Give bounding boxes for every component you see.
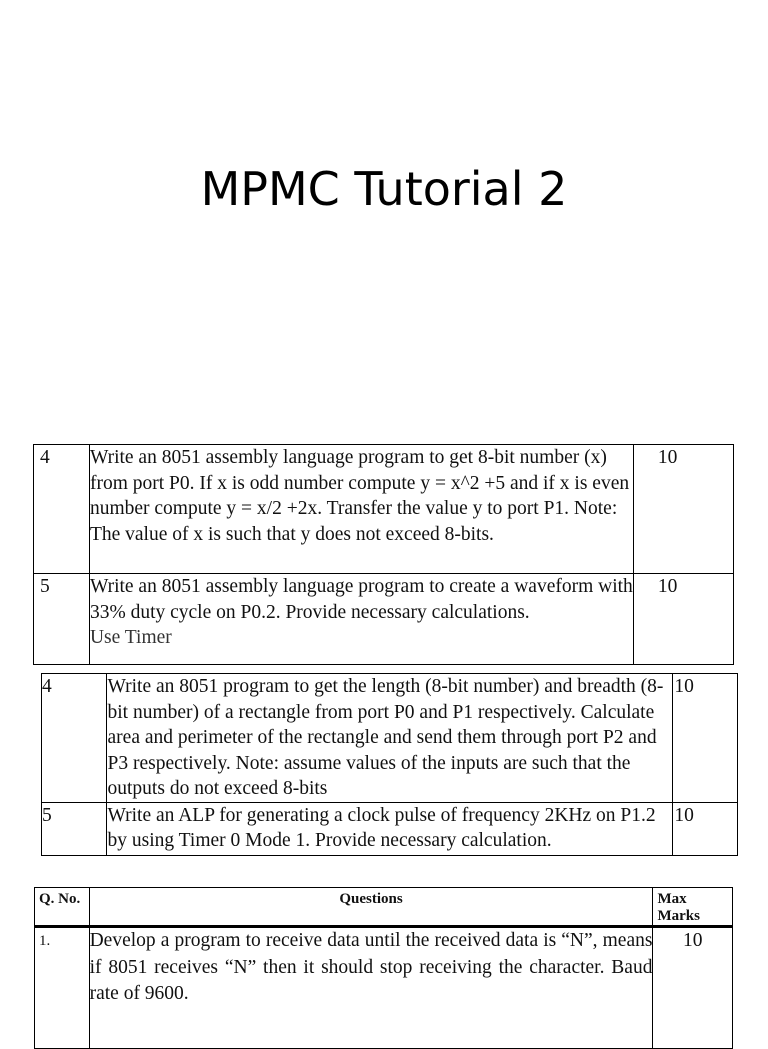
- question-table-a: [33, 444, 734, 665]
- header-questions: Questions: [89, 888, 653, 927]
- question-marks: 10: [633, 445, 733, 574]
- question-marks: 10: [673, 674, 738, 803]
- question-number: 4: [34, 445, 90, 574]
- question-marks: 10: [633, 574, 733, 665]
- question-number: 4: [42, 674, 107, 803]
- question-text: Develop a program to receive data until the received data is “N”, means if 8051 receives “N” then it should stop receiving the character. Baud rate of 9600.: [89, 927, 653, 1049]
- table-row: [42, 674, 738, 803]
- question-number: 1.: [35, 927, 90, 1049]
- question-marks: 10: [653, 927, 733, 1049]
- question-text: Write an ALP for generating a clock pulse of frequency 2KHz on P1.2 by using Timer 0 Mode 1. Provide necessary calculation.: [106, 802, 673, 855]
- question-text: Write an 8051 assembly language program to create a waveform with 33% duty cycle on P0.2. Provide necessary calculations.: [89, 576, 633, 623]
- question-text: Write an 8051 program to get the length (8-bit number) and breadth (8-bit number) of a rectangle from port P0 and P1 respectively. Calculate area and perimeter of the rectangle and send them through port P2 and P3 respectively. Note: assume values of the inputs are such that the outputs do not exceed 8-bits: [106, 674, 673, 803]
- table-header-row: [35, 888, 733, 927]
- question-marks: 10: [673, 802, 738, 855]
- header-qno: Q. No.: [35, 888, 90, 927]
- question-table-c: [34, 887, 733, 1049]
- table-row: [35, 927, 733, 1049]
- question-table-b: [41, 673, 738, 856]
- table-row: [34, 445, 734, 574]
- slide-title: MPMC Tutorial 2: [200, 162, 568, 216]
- header-max-marks: Max Marks: [653, 888, 733, 927]
- question-number: 5: [34, 574, 90, 665]
- question-text-extra: Use Timer: [89, 627, 172, 648]
- question-number: 5: [42, 802, 107, 855]
- question-cell: [89, 574, 633, 665]
- table-row: [34, 574, 734, 665]
- question-text: Write an 8051 assembly language program to get 8-bit number (x) from port P0. If x is odd number compute y = x^2 +5 and if x is even number compute y = x/2 +2x. Transfer the value y to port P1. Note: The value of x is such that y does not exceed 8-bits.: [89, 445, 633, 574]
- table-row: [42, 802, 738, 855]
